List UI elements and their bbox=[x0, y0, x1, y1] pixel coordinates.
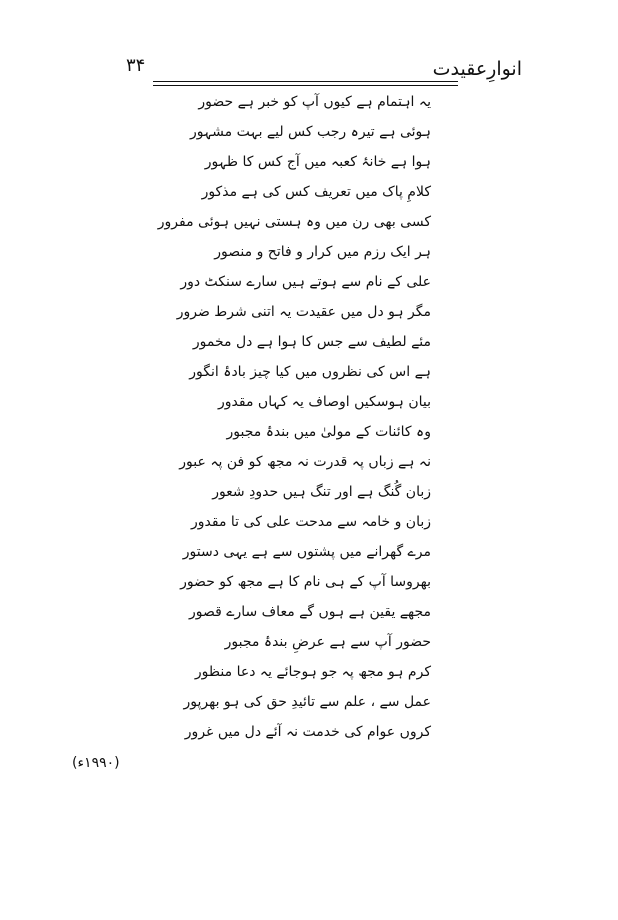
verse-line: مرے گھرانے میں پشتوں سے ہے یہی دستور bbox=[182, 544, 431, 560]
verse-line: نہ ہے زباں پہ قدرت نہ مجھ کو فن پہ عبور bbox=[179, 454, 431, 470]
verse-line: علی کے نام سے ہوتے ہیں سارے سنکٹ دور bbox=[180, 274, 431, 290]
poem-year: (۱۹۹۰ء) bbox=[72, 755, 120, 771]
verse-line: وہ کائنات کے مولیٰ میں بندۂ مجبور bbox=[226, 424, 431, 440]
verse-line: کروں عوام کی خدمت نہ آئے دل میں غرور bbox=[184, 724, 431, 740]
verse-line: عمل سے ، علم سے تائیدِ حق کی ہو بھرپور bbox=[183, 694, 431, 710]
verse-line: زبان گُنگ ہے اور تنگ ہیں حدودِ شعور bbox=[212, 484, 431, 500]
header-rule-top bbox=[153, 81, 458, 82]
verse-line: یہ اہتمام ہے کیوں آپ کو خبر ہے حضور bbox=[198, 94, 431, 110]
verse-line: کلامِ پاک میں تعریف کس کی ہے مذکور bbox=[201, 184, 431, 200]
running-header-title: انوارِعقیدت bbox=[432, 58, 522, 80]
page-number: ۳۴ bbox=[126, 55, 146, 76]
verse-line: ہوا ہے خانۂ کعبہ میں آج کس کا ظہور bbox=[204, 154, 431, 170]
verse-line: بھروسا آپ کے ہی نام کا ہے مجھ کو حضور bbox=[180, 574, 431, 590]
verse-line: مگر ہو دل میں عقیدت یہ اتنی شرط ضرور bbox=[176, 304, 431, 320]
verse-line: زبان و خامہ سے مدحت علی کی تا مقدور bbox=[191, 514, 431, 530]
verse-line: ہوئی ہے تیرہ رجب کس لیے بہت مشہور bbox=[189, 124, 431, 140]
verse-line: مجھے یقین ہے ہوں گے معاف سارے قصور bbox=[188, 604, 431, 620]
verse-line: کرم ہو مجھ پہ جو ہوجائے یہ دعا منظور bbox=[194, 664, 431, 680]
verse-line: مئے لطیف سے جس کا ہوا ہے دل مخمور bbox=[192, 334, 431, 350]
verse-line: ہر ایک رزم میں کرار و فاتح و منصور bbox=[214, 244, 431, 260]
verse-line: بیان ہوسکیں اوصاف یہ کہاں مقدور bbox=[218, 394, 431, 410]
verse-line: حضور آپ سے ہے عرضِ بندۂ مجبور bbox=[224, 634, 431, 650]
verse-line: ہے اس کی نظروں میں کیا چیز بادۂ انگور bbox=[189, 364, 431, 380]
verse-line: کسی بھی رن میں وہ ہستی نہیں ہوئی مفرور bbox=[157, 214, 431, 230]
header-rule-bottom bbox=[153, 85, 458, 86]
